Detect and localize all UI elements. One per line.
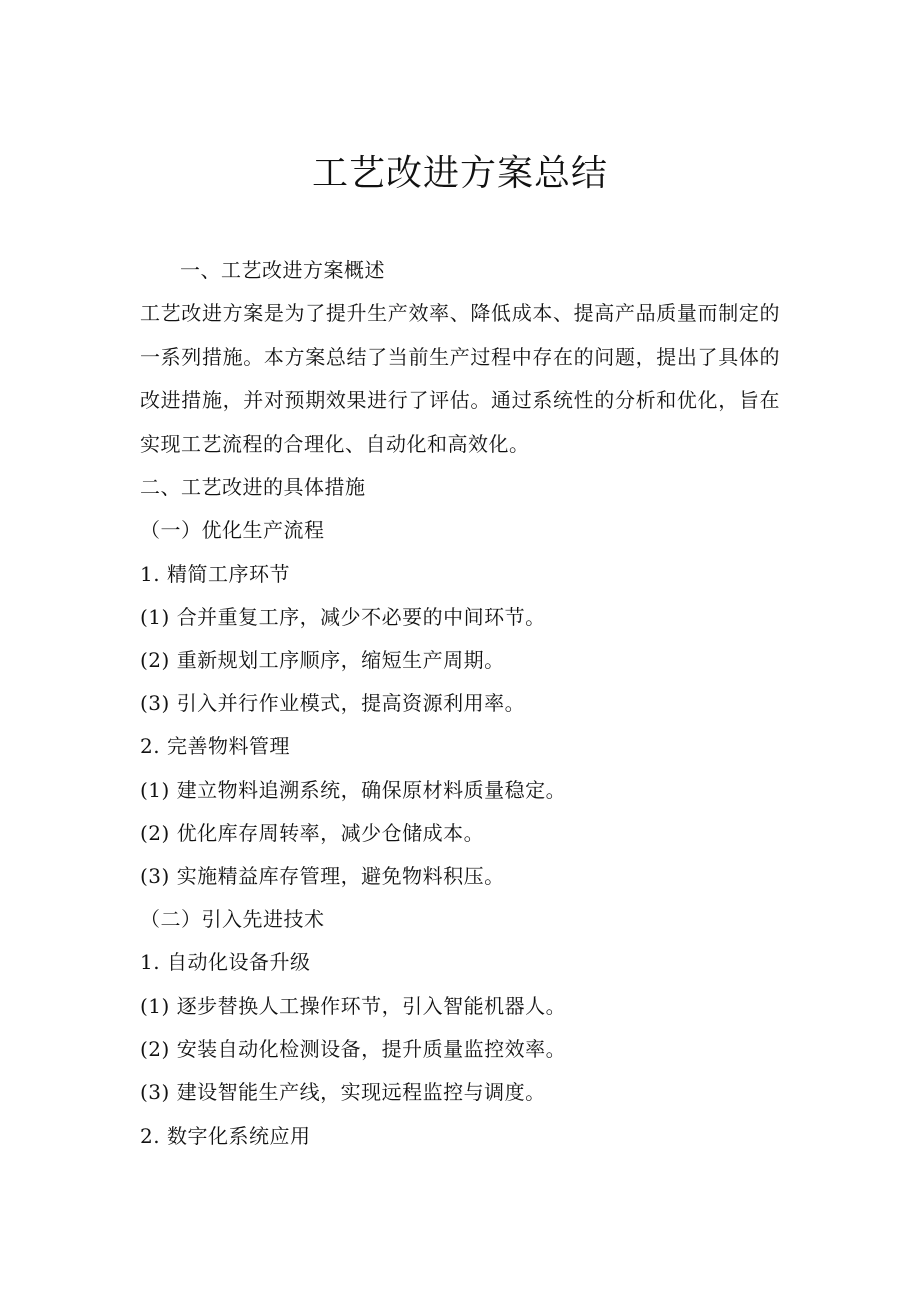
- overview-paragraph: 工艺改进方案是为了提升生产效率、降低成本、提高产品质量而制定的一系列措施。本方案总结了当前生产过程中存在的问题，提出了具体的改进措施，并对预期效果进行了评估。通过系统性的分析和优化，旨在实现工艺流程的合理化、自动化和高效化。: [140, 301, 780, 456]
- list-item: (3) 建设智能生产线，实现远程监控与调度。: [140, 1080, 546, 1104]
- subsection-heading-advanced-tech: （二）引入先进技术: [140, 907, 325, 931]
- list-item: (1) 建立物料追溯系统，确保原材料质量稳定。: [140, 778, 567, 802]
- item-heading-simplify-steps: 1. 精简工序环节: [140, 562, 290, 586]
- list-item: (2) 优化库存周转率，减少仓储成本。: [140, 821, 485, 845]
- section-heading-overview: 一、工艺改进方案概述: [180, 258, 385, 282]
- list-item: (2) 安装自动化检测设备，提升质量监控效率。: [140, 1037, 567, 1061]
- section-heading-measures: 二、工艺改进的具体措施: [140, 475, 366, 499]
- list-item: (2) 重新规划工序顺序，缩短生产周期。: [140, 648, 505, 672]
- list-item: (3) 实施精益库存管理，避免物料积压。: [140, 864, 505, 888]
- subsection-heading-optimize-process: （一）优化生产流程: [140, 518, 325, 542]
- item-heading-digital-systems: 2. 数字化系统应用: [140, 1124, 311, 1148]
- item-heading-automation: 1. 自动化设备升级: [140, 950, 311, 974]
- document-title: 工艺改进方案总结: [311, 153, 608, 194]
- list-item: (1) 逐步替换人工操作环节，引入智能机器人。: [140, 994, 567, 1018]
- item-heading-material-management: 2. 完善物料管理: [140, 734, 290, 758]
- list-item: (1) 合并重复工序，减少不必要的中间环节。: [140, 605, 546, 629]
- list-item: (3) 引入并行作业模式，提高资源利用率。: [140, 691, 526, 715]
